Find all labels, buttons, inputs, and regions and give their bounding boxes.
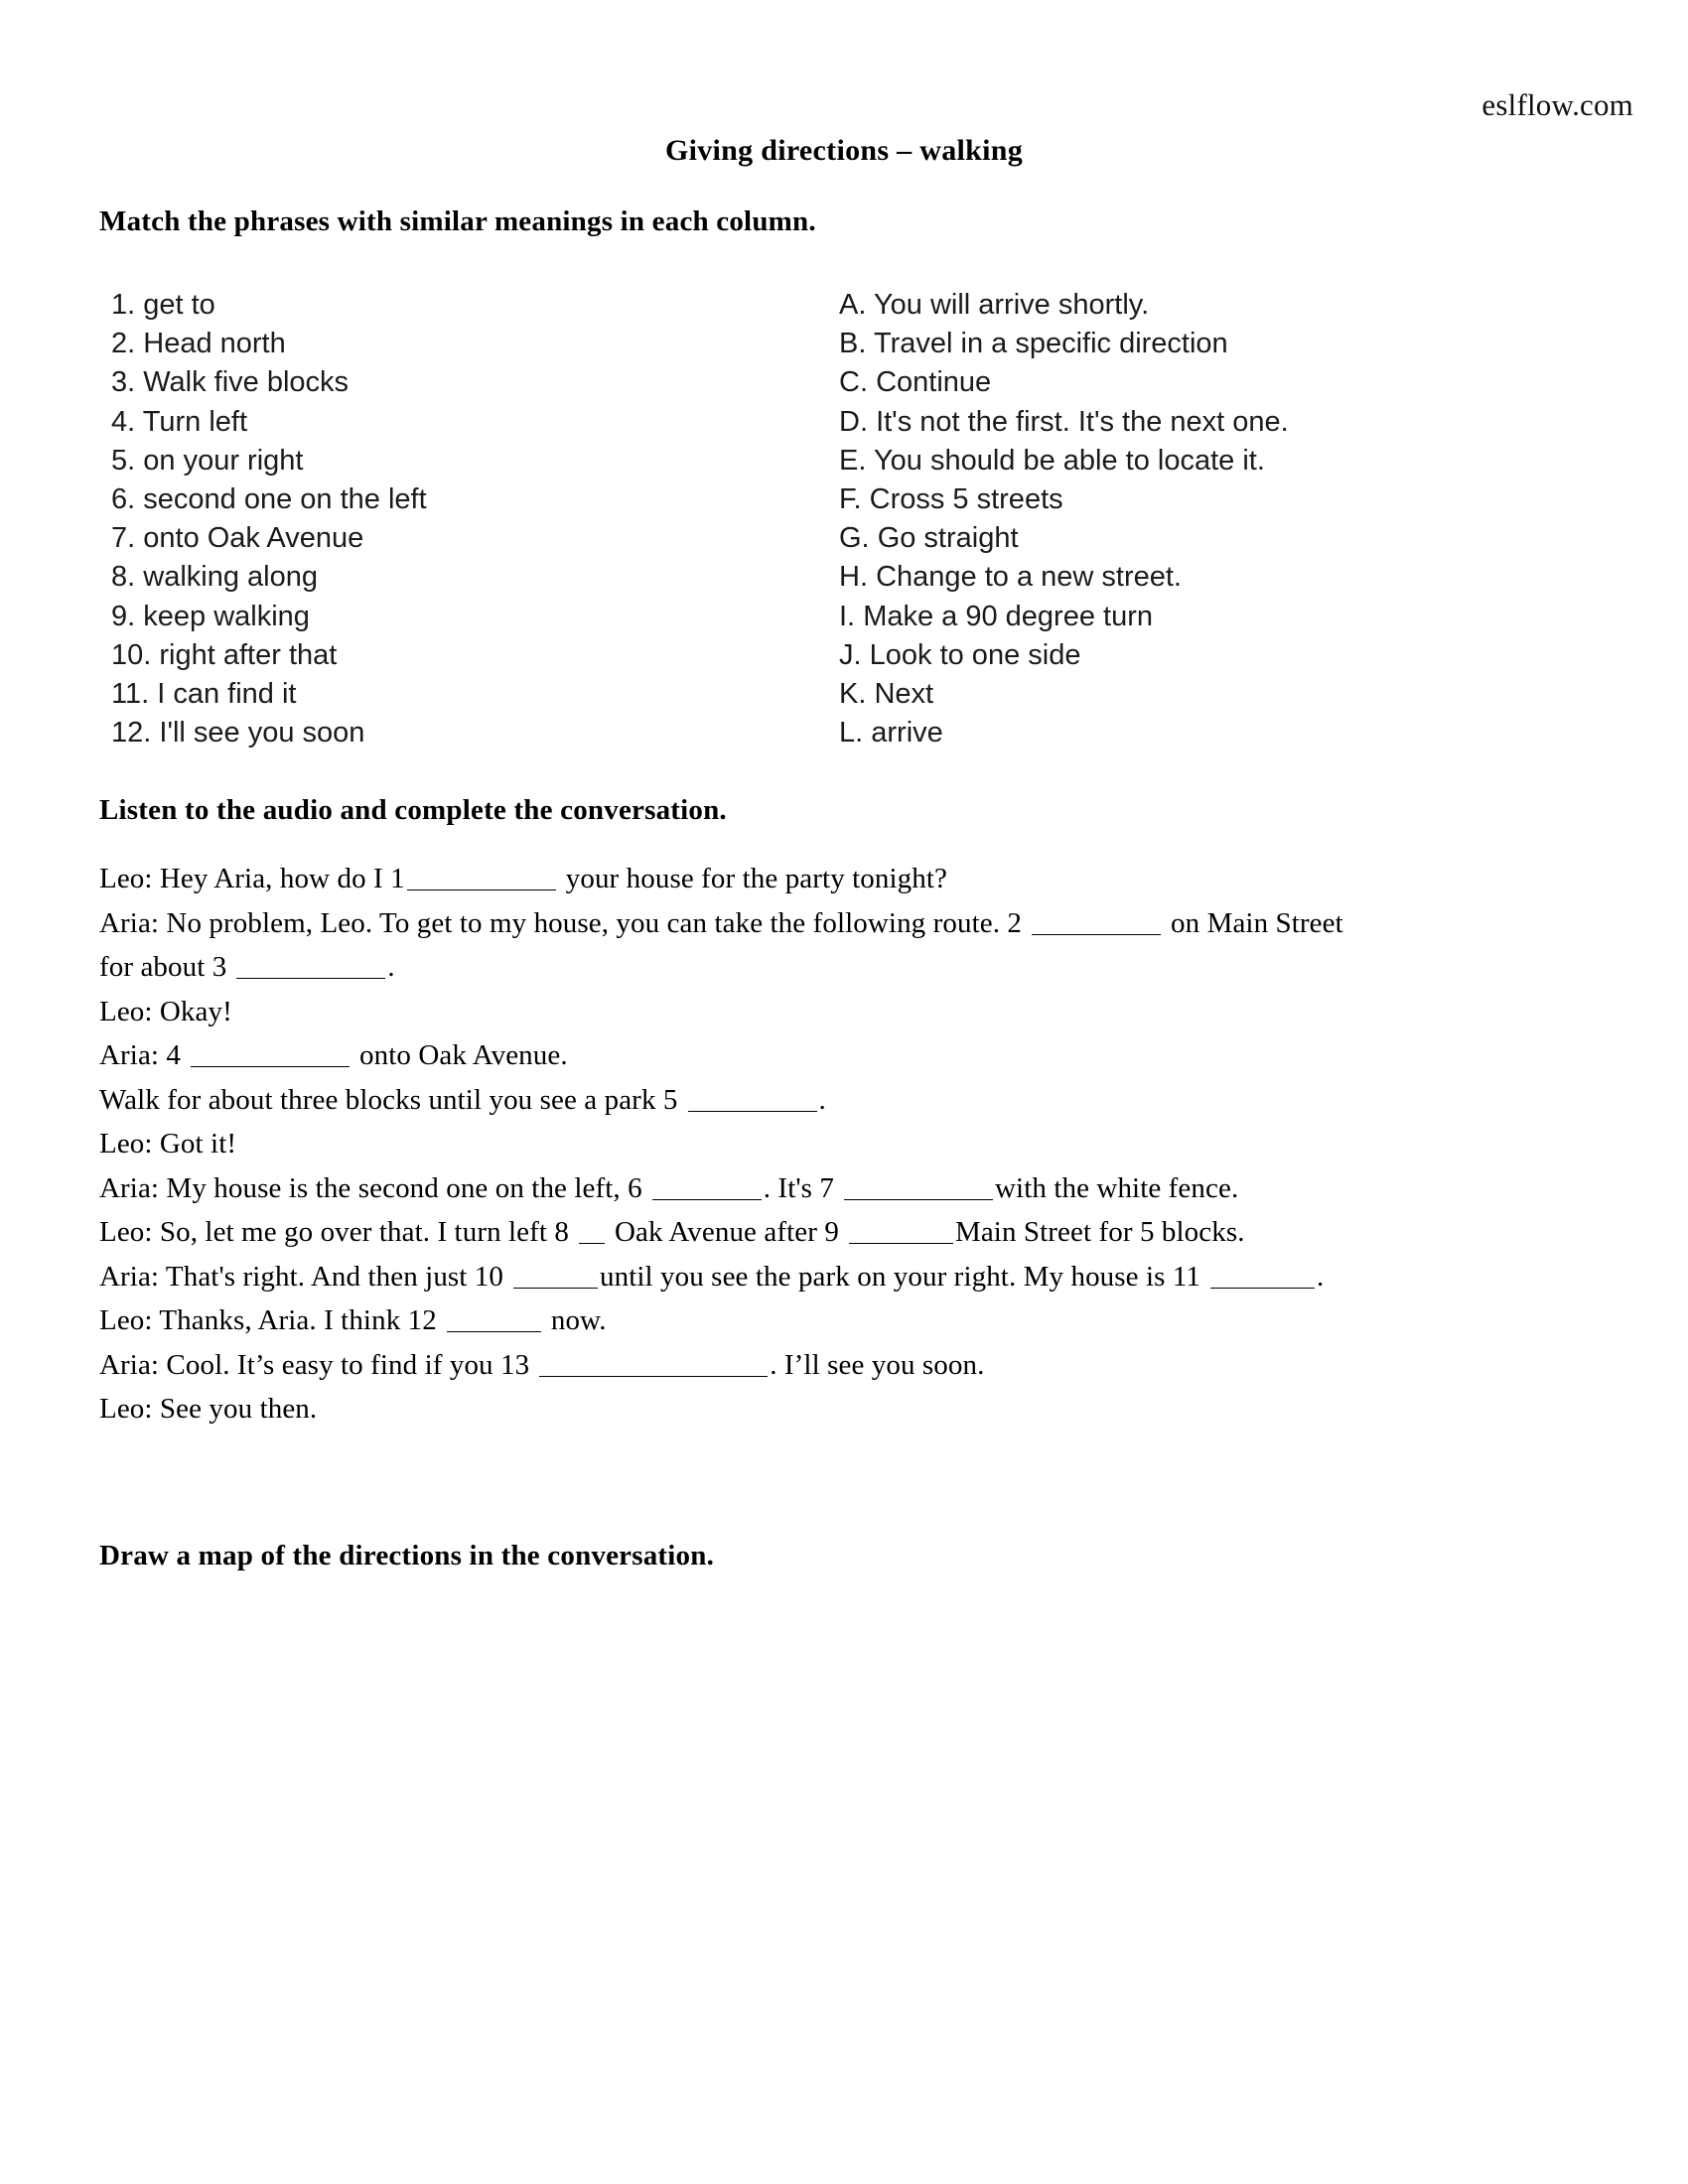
- line-text: Leo: Got it!: [99, 1128, 237, 1160]
- conversation-line: [99, 1033, 1618, 1078]
- item-marker: H.: [839, 561, 868, 594]
- item-text: You should be able to locate it.: [873, 444, 1265, 477]
- item-text: arrive: [871, 717, 943, 750]
- item-marker: B.: [839, 328, 867, 360]
- conversation-line: [99, 945, 1618, 990]
- list-item[interactable]: [111, 286, 727, 325]
- item-text: Head north: [143, 328, 286, 360]
- line-text: with the white fence.: [995, 1171, 1239, 1204]
- line-text: Leo: Hey Aria, how do I 1: [99, 863, 405, 894]
- line-text: onto Oak Avenue.: [359, 1039, 568, 1071]
- item-marker: 11.: [111, 678, 150, 711]
- list-item[interactable]: [839, 363, 1574, 402]
- instruction-match: Match the phrases with similar meanings in each column.: [99, 205, 816, 237]
- answer-blank-6[interactable]: [652, 1171, 762, 1200]
- list-item[interactable]: [839, 558, 1574, 597]
- item-marker: A.: [839, 289, 867, 321]
- conversation-line: [99, 1078, 1618, 1123]
- item-marker: 2.: [111, 328, 136, 360]
- answer-blank-11[interactable]: [1210, 1260, 1315, 1289]
- list-item[interactable]: [839, 675, 1574, 714]
- conversation-line: [99, 990, 1618, 1034]
- line-text: Leo: Thanks, Aria. I think 12: [99, 1304, 437, 1336]
- item-marker: E.: [839, 444, 867, 477]
- answer-blank-4[interactable]: [191, 1039, 350, 1068]
- line-text: Aria: No problem, Leo. To get to my house, you can take the following route. 2: [99, 906, 1023, 939]
- line-text: .: [1317, 1260, 1325, 1293]
- item-text: Cross 5 streets: [869, 483, 1063, 516]
- conversation-line: [99, 1298, 1618, 1343]
- list-item[interactable]: [111, 636, 727, 675]
- item-marker: C.: [839, 366, 868, 399]
- line-text: until you see the park on your right. My house is 11: [600, 1260, 1201, 1293]
- item-text: second one on the left: [143, 483, 427, 516]
- answer-blank-1[interactable]: [407, 863, 556, 891]
- item-text: Next: [874, 678, 934, 711]
- item-marker: F.: [839, 483, 862, 516]
- list-item[interactable]: [839, 442, 1574, 480]
- conversation-exercise: [99, 857, 1618, 1432]
- line-text: Leo: Okay!: [99, 995, 232, 1027]
- item-marker: 3.: [111, 366, 136, 399]
- site-logo: eslflow.com: [1481, 87, 1633, 122]
- item-text: Walk five blocks: [143, 366, 350, 399]
- item-text: Make a 90 degree turn: [863, 600, 1153, 632]
- line-text: your house for the party tonight?: [565, 863, 947, 894]
- answer-blank-13[interactable]: [539, 1348, 768, 1377]
- item-marker: K.: [839, 678, 867, 711]
- list-item[interactable]: [839, 519, 1574, 558]
- list-item[interactable]: [111, 403, 727, 442]
- line-text: Main Street for 5 blocks.: [954, 1216, 1245, 1248]
- answer-blank-9[interactable]: [849, 1216, 953, 1245]
- item-marker: J.: [839, 638, 862, 671]
- list-item[interactable]: [839, 714, 1574, 752]
- matching-right-column: [839, 286, 1574, 752]
- item-text: I'll see you soon: [159, 717, 365, 750]
- item-text: keep walking: [143, 600, 310, 632]
- item-text: on your right: [143, 444, 304, 477]
- conversation-line: [99, 1255, 1618, 1299]
- item-marker: 7.: [111, 522, 136, 555]
- conversation-line: [99, 901, 1618, 946]
- answer-blank-5[interactable]: [688, 1083, 817, 1112]
- list-item[interactable]: [839, 325, 1574, 363]
- line-text: . It's 7: [763, 1171, 835, 1204]
- item-marker: 1.: [111, 289, 136, 321]
- item-text: Look to one side: [869, 638, 1081, 671]
- item-text: Go straight: [877, 522, 1019, 555]
- line-text: .: [387, 951, 395, 983]
- line-text: Walk for about three blocks until you see a park 5: [99, 1083, 678, 1116]
- item-marker: 4.: [111, 405, 136, 438]
- page-title: Giving directions – walking: [664, 134, 1024, 167]
- line-text: Aria: That's right. And then just 10: [99, 1260, 504, 1293]
- answer-blank-7[interactable]: [844, 1171, 993, 1200]
- conversation-line: [99, 1166, 1618, 1211]
- matching-exercise: [0, 286, 1688, 750]
- matching-left-column: [111, 286, 727, 752]
- item-marker: 9.: [111, 600, 136, 632]
- item-text: right after that: [159, 638, 338, 671]
- list-item[interactable]: [111, 558, 727, 597]
- line-text: now.: [550, 1304, 607, 1336]
- instruction-listen: Listen to the audio and complete the conversation.: [99, 794, 727, 826]
- item-marker: D.: [839, 405, 868, 438]
- line-text: for about 3: [99, 951, 227, 983]
- item-marker: 6.: [111, 483, 136, 516]
- line-text: Aria: My house is the second one on the left, 6: [99, 1171, 642, 1204]
- list-item[interactable]: [111, 325, 727, 363]
- item-text: Continue: [876, 366, 992, 399]
- item-marker: I.: [839, 600, 856, 632]
- list-item[interactable]: [839, 636, 1574, 675]
- item-marker: 8.: [111, 561, 136, 594]
- item-text: You will arrive shortly.: [873, 289, 1150, 321]
- item-text: get to: [143, 289, 215, 321]
- answer-blank-3[interactable]: [236, 951, 385, 980]
- item-text: onto Oak Avenue: [143, 522, 364, 555]
- list-item[interactable]: [839, 598, 1574, 636]
- conversation-line: [99, 1122, 1618, 1166]
- line-text: on Main Street: [1171, 906, 1343, 939]
- item-text: It's not the first. It's the next one.: [876, 405, 1289, 438]
- line-text: Aria: Cool. It’s easy to find if you 13: [99, 1348, 530, 1381]
- answer-blank-10[interactable]: [513, 1260, 598, 1289]
- list-item[interactable]: [111, 598, 727, 636]
- item-marker: 5.: [111, 444, 136, 477]
- line-text: Oak Avenue after 9: [615, 1216, 839, 1248]
- line-text: Leo: So, let me go over that. I turn left 8: [99, 1216, 570, 1248]
- instruction-draw: Draw a map of the directions in the conversation.: [99, 1540, 715, 1571]
- conversation-line: [99, 1210, 1618, 1255]
- item-marker: 12.: [111, 717, 152, 750]
- conversation-line: [99, 1343, 1618, 1388]
- list-item[interactable]: [839, 286, 1574, 325]
- list-item[interactable]: [111, 480, 727, 519]
- answer-blank-8[interactable]: [579, 1216, 605, 1245]
- item-text: I can find it: [157, 678, 297, 711]
- item-text: Turn left: [142, 405, 248, 438]
- list-item[interactable]: [111, 675, 727, 714]
- answer-blank-12[interactable]: [447, 1304, 541, 1333]
- line-text: Leo: See you then.: [99, 1393, 318, 1425]
- item-text: walking along: [143, 561, 318, 594]
- line-text: .: [818, 1083, 826, 1116]
- item-text: Travel in a specific direction: [873, 328, 1228, 360]
- list-item[interactable]: [111, 442, 727, 480]
- item-marker: L.: [839, 717, 864, 750]
- item-marker: 10.: [111, 638, 152, 671]
- conversation-line: [99, 857, 1618, 901]
- list-item[interactable]: [111, 519, 727, 558]
- item-marker: G.: [839, 522, 870, 555]
- list-item[interactable]: [839, 480, 1574, 519]
- line-text: . I’ll see you soon.: [770, 1348, 985, 1381]
- list-item[interactable]: [111, 714, 727, 752]
- list-item[interactable]: [111, 363, 727, 402]
- line-text: Aria: 4: [99, 1039, 182, 1071]
- list-item[interactable]: [839, 403, 1574, 442]
- answer-blank-2[interactable]: [1032, 906, 1161, 935]
- conversation-line: [99, 1387, 1618, 1432]
- item-text: Change to a new street.: [876, 561, 1182, 594]
